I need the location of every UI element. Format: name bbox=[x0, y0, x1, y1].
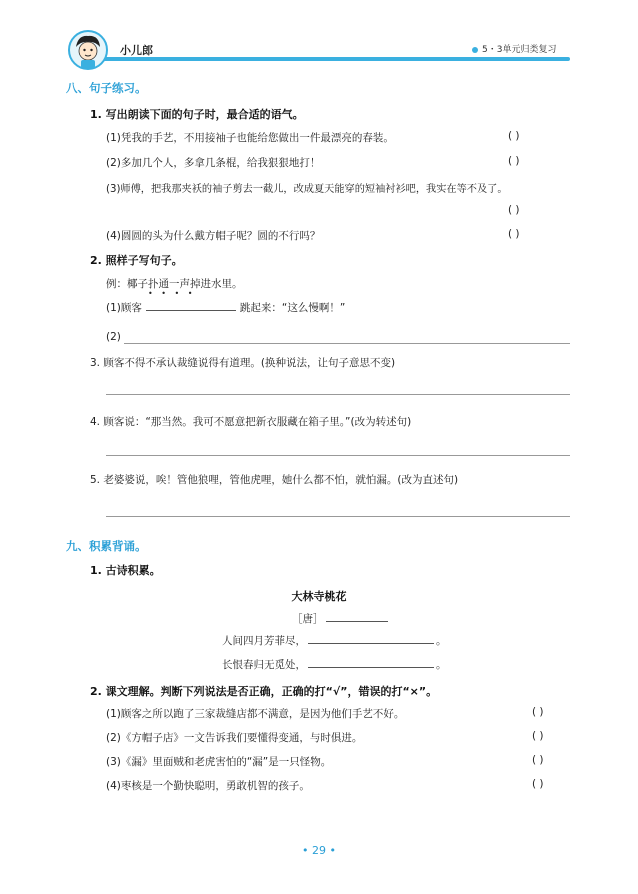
s8-q1-title: 1. 写出朗读下面的句子时，最合适的语气。 bbox=[90, 108, 304, 121]
poem-line1 bbox=[222, 633, 447, 648]
s8-q2-item2-prefix: (2) bbox=[106, 331, 121, 343]
page-number: • 29 • bbox=[302, 844, 336, 857]
s8-q2-item1-suffix: 跳起来：“这么慢啊！” bbox=[239, 302, 346, 314]
answer-paren: ( ) bbox=[508, 130, 520, 142]
s9-q2-item3: (3)《漏》里面贼和老虎害怕的“漏”是一只怪物。 bbox=[106, 756, 332, 768]
unit-label: 5・3单元归类复习 bbox=[482, 45, 557, 55]
poem-line2-end: 。 bbox=[436, 659, 447, 671]
poem-blank-2[interactable] bbox=[308, 657, 434, 668]
poem-line2 bbox=[222, 657, 447, 672]
s8-q3: 3. 顾客不得不承认裁缝说得有道理。(换种说法，让句子意思不变) bbox=[90, 357, 396, 369]
answer-paren: ( ) bbox=[508, 228, 520, 240]
s9-q2-item4: (4)枣核是一个勤快聪明，勇敢机智的孩子。 bbox=[106, 780, 310, 792]
answer-line[interactable] bbox=[106, 516, 570, 517]
s8-q4: 4. 顾客说：“那当然。我可不愿意把新衣服藏在箱子里。”(改为转述句) bbox=[90, 416, 412, 428]
section9-title: 九、积累背诵。 bbox=[66, 539, 147, 553]
poem-blank-1[interactable] bbox=[308, 633, 434, 644]
author-blank[interactable] bbox=[326, 611, 388, 622]
answer-paren: ( ) bbox=[508, 155, 520, 167]
answer-line[interactable] bbox=[106, 455, 570, 456]
answer-line[interactable] bbox=[124, 343, 570, 344]
poem-line2-text: 长恨春归无觅处， bbox=[222, 659, 306, 671]
s8-q2-item1 bbox=[106, 300, 345, 315]
s8-q2-title: 2. 照样子写句子。 bbox=[90, 254, 183, 267]
bullet-icon bbox=[472, 47, 478, 53]
poem-line1-end: 。 bbox=[436, 635, 447, 647]
s8-q1-item4: (4)圆圆的头为什么戴方帽子呢？圆的不行吗？ bbox=[106, 230, 321, 242]
answer-paren: ( ) bbox=[532, 778, 544, 790]
dynasty-label: ［唐］ bbox=[292, 613, 324, 625]
answer-paren: ( ) bbox=[508, 204, 520, 216]
s8-q5: 5. 老婆婆说，唉！管他狼哩，管他虎哩，她什么都不怕，就怕漏。(改为直述句) bbox=[90, 474, 459, 486]
s9-q2-title: 2. 课文理解。判断下列说法是否正确，正确的打“√”，错误的打“×”。 bbox=[90, 685, 438, 698]
s8-q1-item2: (2)多加几个人，多拿几条棍，给我狠狠地打！ bbox=[106, 157, 321, 169]
unit-tag bbox=[472, 42, 556, 55]
poem-title: 大林寺桃花 bbox=[291, 590, 347, 603]
s9-q2-item1: (1)顾客之所以跑了三家裁缝店都不满意，是因为他们手艺不好。 bbox=[106, 708, 405, 720]
answer-line[interactable] bbox=[106, 394, 570, 395]
poem-line1-text: 人间四月芳菲尽， bbox=[222, 635, 306, 647]
boy-mascot-icon bbox=[68, 30, 108, 70]
answer-paren: ( ) bbox=[532, 706, 544, 718]
brand-name: 小儿郎 bbox=[120, 44, 153, 57]
poem-dynasty bbox=[292, 611, 388, 626]
answer-paren: ( ) bbox=[532, 730, 544, 742]
s8-q1-item1: (1)凭我的手艺，不用接袖子也能给您做出一件最漂亮的春装。 bbox=[106, 132, 394, 144]
section8-title: 八、句子练习。 bbox=[66, 81, 147, 95]
s8-q1-item3: (3)师傅，把我那夹袄的袖子剪去一截儿，改成夏天能穿的短袖衬衫吧，我实在等不及了。 bbox=[106, 184, 508, 195]
blank-line[interactable] bbox=[146, 300, 236, 311]
s9-q2-item2: (2)《方帽子店》一文告诉我们要懂得变通，与时俱进。 bbox=[106, 732, 363, 744]
s9-q1-title: 1. 古诗积累。 bbox=[90, 564, 161, 577]
s8-q2-item1-prefix: (1)顾客 bbox=[106, 302, 142, 314]
s8-q2-example: 例：椰子扑通一声掉进水里。 bbox=[106, 278, 243, 290]
answer-paren: ( ) bbox=[532, 754, 544, 766]
emphasis-dots-icon: • • • • bbox=[148, 289, 196, 298]
